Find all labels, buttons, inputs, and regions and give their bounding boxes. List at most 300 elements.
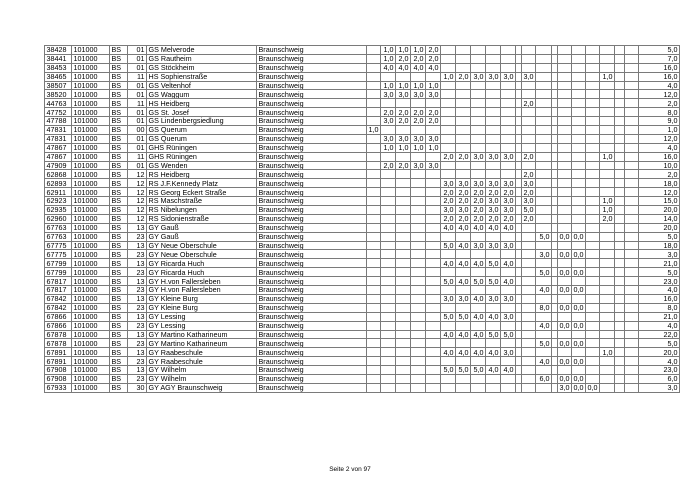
value-cell-20	[625, 214, 639, 223]
district-code-cell: 101000	[72, 161, 110, 170]
school-type-code-cell: 13	[128, 330, 147, 339]
value-cell-18	[600, 330, 615, 339]
total-cell: 5,0	[639, 339, 680, 348]
value-cell-12: 2,0	[523, 187, 534, 197]
table-row	[45, 117, 680, 126]
value-cell-12	[522, 268, 536, 277]
school-type-code-cell: 12	[128, 206, 147, 215]
value-cell-19	[615, 223, 625, 232]
value-cell-3: 1,0	[396, 143, 411, 152]
city-cell: Braunschweig	[257, 330, 367, 339]
value-cell-10: 4,0	[501, 223, 516, 232]
school-number-cell: 38507	[45, 81, 72, 90]
value-cell-6	[441, 90, 456, 99]
city-cell: Braunschweig	[257, 46, 367, 55]
district-code-cell: 101000	[72, 294, 110, 303]
district-abbr-cell: BS	[110, 259, 128, 268]
value-cell-8: 5,0	[471, 277, 486, 286]
value-cell-8	[471, 134, 486, 143]
value-cell-13	[536, 63, 552, 72]
district-abbr-cell: BS	[110, 374, 128, 383]
value-cell-7	[456, 54, 471, 63]
value-cell-10	[501, 143, 516, 152]
value-cell-2	[381, 259, 396, 268]
value-cell-20	[625, 72, 639, 81]
city-cell: Braunschweig	[257, 170, 367, 179]
value-cell-16	[572, 99, 586, 108]
value-cell-15	[558, 348, 572, 357]
value-cell-17: 0,0	[587, 383, 598, 393]
value-cell-6	[441, 303, 456, 312]
value-cell-8	[471, 250, 486, 259]
value-cell-1	[367, 312, 381, 321]
value-cell-17	[586, 214, 600, 223]
value-cell-6	[441, 286, 456, 295]
value-cell-19	[615, 277, 625, 286]
value-cell-1	[367, 197, 381, 206]
total-cell: 21,0	[639, 312, 680, 321]
value-cell-2	[381, 250, 396, 259]
value-cell-2	[381, 366, 396, 375]
value-cell-9	[486, 108, 501, 117]
value-cell-2	[381, 126, 396, 135]
value-cell-17	[586, 241, 600, 250]
value-cell-4	[411, 188, 426, 197]
value-cell-3: 2,0	[396, 108, 411, 117]
value-cell-4	[411, 383, 426, 392]
value-cell-2: 1,0	[381, 46, 396, 55]
value-cell-16: 0,0	[573, 267, 584, 277]
value-cell-10	[501, 46, 516, 55]
value-cell-1	[367, 179, 381, 188]
value-cell-8	[471, 126, 486, 135]
school-type-code-cell: 23	[128, 374, 147, 383]
value-cell-12	[522, 126, 536, 135]
value-cell-9	[486, 81, 501, 90]
value-cell-10: 3,0	[501, 241, 516, 250]
school-statistics-table	[44, 45, 680, 393]
value-cell-9	[486, 126, 501, 135]
value-cell-15: 0,0	[559, 232, 570, 242]
school-number-cell: 38465	[45, 72, 72, 81]
value-cell-15	[558, 179, 572, 188]
district-abbr-cell: BS	[110, 126, 128, 135]
district-code-cell: 101000	[72, 170, 110, 179]
value-cell-20	[625, 54, 639, 63]
city-cell: Braunschweig	[257, 294, 367, 303]
school-name-cell: GY Neue Oberschule	[147, 241, 257, 250]
value-cell-20	[625, 303, 639, 312]
value-cell-20	[625, 108, 639, 117]
value-cell-10: 3,0	[501, 348, 516, 357]
value-cell-6	[441, 161, 456, 170]
value-cell-13	[536, 152, 552, 161]
value-cell-5	[426, 179, 441, 188]
value-cell-15	[558, 259, 572, 268]
value-cell-4	[411, 179, 426, 188]
district-abbr-cell: BS	[110, 197, 128, 206]
city-cell: Braunschweig	[257, 99, 367, 108]
value-cell-8	[471, 90, 486, 99]
value-cell-2	[381, 232, 396, 241]
district-code-cell: 101000	[72, 188, 110, 197]
school-name-cell: GS Veltenhof	[147, 81, 257, 90]
value-cell-16: 0,0	[573, 303, 584, 313]
total-cell: 5,0	[639, 268, 680, 277]
school-number-cell: 67763	[45, 223, 72, 232]
value-cell-4	[411, 223, 426, 232]
value-cell-18	[600, 223, 615, 232]
school-name-cell: RS Heidberg	[147, 170, 257, 179]
value-cell-6	[441, 81, 456, 90]
value-cell-9: 2,0	[486, 188, 501, 197]
school-type-code-cell: 23	[128, 357, 147, 366]
value-cell-4: 2,0	[411, 117, 426, 126]
value-cell-8	[471, 321, 486, 330]
value-cell-8	[471, 99, 486, 108]
school-name-cell: GY Lessing	[147, 312, 257, 321]
value-cell-9	[486, 374, 501, 383]
value-cell-17	[586, 99, 600, 108]
district-abbr-cell: BS	[110, 81, 128, 90]
value-cell-10	[501, 170, 516, 179]
value-cell-15	[558, 214, 572, 223]
value-cell-10	[501, 90, 516, 99]
city-cell: Braunschweig	[257, 126, 367, 135]
value-cell-1	[367, 63, 381, 72]
value-cell-19	[615, 357, 625, 366]
value-cell-7: 2,0	[456, 72, 471, 81]
school-name-cell: RS J.F.Kennedy Platz	[147, 179, 257, 188]
value-cell-9	[486, 90, 501, 99]
value-cell-20	[625, 312, 639, 321]
total-cell: 4,0	[639, 321, 680, 330]
city-cell: Braunschweig	[257, 223, 367, 232]
table-row	[45, 152, 680, 161]
value-cell-1	[367, 303, 381, 312]
school-name-cell: GY Wilhelm	[147, 374, 257, 383]
value-cell-20	[625, 126, 639, 135]
value-cell-19	[615, 152, 625, 161]
value-cell-18: 1,0	[600, 197, 615, 206]
value-cell-5	[426, 250, 441, 259]
city-cell: Braunschweig	[257, 250, 367, 259]
value-cell-10	[501, 117, 516, 126]
value-cell-16: 0,0	[573, 285, 584, 295]
value-cell-1	[367, 143, 381, 152]
district-abbr-cell: BS	[110, 134, 128, 143]
value-cell-4	[411, 268, 426, 277]
school-number-cell: 67842	[45, 294, 72, 303]
value-cell-9	[486, 46, 501, 55]
value-cell-10	[501, 286, 516, 295]
total-cell: 16,0	[639, 294, 680, 303]
value-cell-20	[625, 206, 639, 215]
value-cell-18	[600, 188, 615, 197]
value-cell-2: 1,0	[381, 143, 396, 152]
total-cell: 9,0	[639, 117, 680, 126]
total-cell: 5,0	[639, 232, 680, 241]
district-abbr-cell: BS	[110, 63, 128, 72]
value-cell-12	[522, 259, 536, 268]
school-type-code-cell: 01	[128, 90, 147, 99]
value-cell-12	[522, 108, 536, 117]
total-cell: 5,0	[639, 46, 680, 55]
value-cell-19	[615, 321, 625, 330]
value-cell-8	[471, 81, 486, 90]
district-code-cell: 101000	[72, 339, 110, 348]
district-code-cell: 101000	[72, 259, 110, 268]
district-code-cell: 101000	[72, 268, 110, 277]
school-type-code-cell: 01	[128, 117, 147, 126]
value-cell-13: 4,0	[536, 357, 552, 366]
value-cell-9: 4,0	[486, 348, 501, 357]
value-cell-2	[381, 206, 396, 215]
value-cell-8	[471, 339, 486, 348]
value-cell-2	[381, 383, 396, 392]
value-cell-4	[411, 348, 426, 357]
district-abbr-cell: BS	[110, 366, 128, 375]
value-cell-6: 2,0	[441, 152, 456, 161]
district-abbr-cell: BS	[110, 321, 128, 330]
value-cell-20	[625, 188, 639, 197]
value-cell-17	[586, 108, 600, 117]
value-cell-20	[625, 357, 639, 366]
value-cell-13	[536, 223, 552, 232]
value-cell-18	[600, 46, 615, 55]
value-cell-15	[558, 206, 572, 215]
school-number-cell: 67908	[45, 374, 72, 383]
school-number-cell: 47831	[45, 126, 72, 135]
value-cell-6	[441, 108, 456, 117]
value-cell-3	[396, 357, 411, 366]
value-cell-2: 3,0	[381, 134, 396, 143]
value-cell-1	[367, 90, 381, 99]
value-cell-5	[426, 348, 441, 357]
value-cell-20	[625, 152, 639, 161]
value-cell-15: 3,0	[559, 383, 570, 393]
value-cell-7	[456, 143, 471, 152]
value-cell-18	[600, 108, 615, 117]
value-cell-6: 4,0	[441, 330, 456, 339]
school-name-cell: GY Martino Katharineum	[147, 339, 257, 348]
city-cell: Braunschweig	[257, 348, 367, 357]
value-cell-12	[522, 232, 536, 241]
value-cell-9	[486, 321, 501, 330]
district-code-cell: 101000	[72, 366, 110, 375]
value-cell-9: 3,0	[486, 197, 501, 206]
value-cell-8: 4,0	[471, 330, 486, 339]
district-code-cell: 101000	[72, 286, 110, 295]
value-cell-19	[615, 286, 625, 295]
school-type-code-cell: 12	[128, 170, 147, 179]
value-cell-19	[615, 294, 625, 303]
value-cell-9	[486, 268, 501, 277]
value-cell-3	[396, 241, 411, 250]
value-cell-2	[381, 152, 396, 161]
value-cell-2	[381, 99, 396, 108]
school-type-code-cell: 01	[128, 63, 147, 72]
district-code-cell: 101000	[72, 143, 110, 152]
school-name-cell: GS Rautheim	[147, 54, 257, 63]
value-cell-13: 3,0	[536, 250, 552, 259]
district-abbr-cell: BS	[110, 339, 128, 348]
school-name-cell: GS Waggum	[147, 90, 257, 99]
value-cell-7: 5,0	[456, 366, 471, 375]
value-cell-13	[536, 117, 552, 126]
value-cell-7	[456, 374, 471, 383]
value-cell-2	[381, 241, 396, 250]
value-cell-5	[426, 259, 441, 268]
school-number-cell: 38453	[45, 63, 72, 72]
value-cell-2	[381, 312, 396, 321]
value-cell-4	[411, 357, 426, 366]
school-name-cell: GY AGY Braunschweig	[147, 383, 257, 392]
value-cell-15	[558, 46, 572, 55]
value-cell-7: 2,0	[456, 214, 471, 223]
value-cell-12	[522, 223, 536, 232]
value-cell-12	[522, 321, 536, 330]
district-code-cell: 101000	[72, 214, 110, 223]
city-cell: Braunschweig	[257, 179, 367, 188]
value-cell-16	[572, 54, 586, 63]
value-cell-19	[615, 188, 625, 197]
value-cell-2	[381, 374, 396, 383]
school-name-cell: GY Wilhelm	[147, 366, 257, 375]
value-cell-15	[558, 90, 572, 99]
school-type-code-cell: 01	[128, 143, 147, 152]
value-cell-15	[558, 143, 572, 152]
value-cell-19	[615, 63, 625, 72]
value-cell-2: 3,0	[381, 90, 396, 99]
table-row	[45, 259, 680, 268]
value-cell-16	[572, 312, 586, 321]
value-cell-1	[367, 134, 381, 143]
district-abbr-cell: BS	[110, 268, 128, 277]
school-name-cell: HS Sophienstraße	[147, 72, 257, 81]
value-cell-16	[572, 241, 586, 250]
table-row	[45, 63, 680, 72]
value-cell-2	[381, 286, 396, 295]
value-cell-19	[615, 90, 625, 99]
value-cell-18	[600, 259, 615, 268]
value-cell-5	[426, 321, 441, 330]
value-cell-9	[486, 134, 501, 143]
value-cell-5: 2,0	[426, 54, 441, 63]
school-number-cell: 67775	[45, 250, 72, 259]
value-cell-5	[426, 286, 441, 295]
value-cell-3: 1,0	[396, 46, 411, 55]
value-cell-6	[441, 268, 456, 277]
school-number-cell: 67817	[45, 277, 72, 286]
value-cell-7: 5,0	[456, 312, 471, 321]
value-cell-17	[586, 259, 600, 268]
table-row	[45, 143, 680, 152]
value-cell-13	[536, 330, 552, 339]
value-cell-6	[441, 374, 456, 383]
value-cell-4	[411, 259, 426, 268]
district-code-cell: 101000	[72, 206, 110, 215]
school-type-code-cell: 13	[128, 348, 147, 357]
value-cell-9: 5,0	[486, 330, 501, 339]
value-cell-16	[572, 170, 586, 179]
value-cell-16	[572, 134, 586, 143]
value-cell-12: 2,0	[523, 169, 534, 179]
city-cell: Braunschweig	[257, 161, 367, 170]
value-cell-18: 1,0	[600, 72, 615, 81]
table-row	[45, 277, 680, 286]
value-cell-9: 5,0	[486, 277, 501, 286]
value-cell-20	[625, 366, 639, 375]
school-type-code-cell: 30	[128, 383, 147, 392]
district-abbr-cell: BS	[110, 277, 128, 286]
value-cell-7: 4,0	[456, 330, 471, 339]
total-cell: 3,0	[639, 383, 680, 392]
value-cell-9: 4,0	[486, 223, 501, 232]
value-cell-15	[558, 72, 572, 81]
value-cell-5	[426, 188, 441, 197]
city-cell: Braunschweig	[257, 134, 367, 143]
value-cell-15: 0,0	[559, 356, 570, 366]
value-cell-15	[558, 99, 572, 108]
value-cell-4	[411, 241, 426, 250]
value-cell-6: 2,0	[441, 214, 456, 223]
school-type-code-cell: 01	[128, 54, 147, 63]
value-cell-10: 3,0	[501, 312, 516, 321]
value-cell-19	[615, 161, 625, 170]
value-cell-12	[522, 241, 536, 250]
value-cell-3	[396, 294, 411, 303]
value-cell-12	[522, 143, 536, 152]
value-cell-8	[471, 108, 486, 117]
value-cell-3	[396, 321, 411, 330]
district-abbr-cell: BS	[110, 232, 128, 241]
school-type-code-cell: 12	[128, 214, 147, 223]
school-number-cell: 47867	[45, 152, 72, 161]
value-cell-13	[536, 126, 552, 135]
value-cell-17	[586, 206, 600, 215]
district-abbr-cell: BS	[110, 330, 128, 339]
value-cell-1	[367, 241, 381, 250]
value-cell-13: 6,0	[536, 374, 552, 383]
school-name-cell: GY Ricarda Huch	[147, 268, 257, 277]
value-cell-3: 1,0	[396, 81, 411, 90]
value-cell-12	[522, 277, 536, 286]
value-cell-15	[558, 223, 572, 232]
value-cell-6	[441, 126, 456, 135]
value-cell-13	[536, 143, 552, 152]
value-cell-3	[396, 259, 411, 268]
value-cell-10: 3,0	[501, 72, 516, 81]
total-cell: 2,0	[639, 99, 680, 108]
value-cell-5	[426, 214, 441, 223]
value-cell-19	[615, 250, 625, 259]
value-cell-19	[615, 99, 625, 108]
total-cell: 20,0	[639, 348, 680, 357]
value-cell-16: 0,0	[573, 356, 584, 366]
total-cell: 23,0	[639, 277, 680, 286]
table-row	[45, 294, 680, 303]
school-number-cell: 47788	[45, 117, 72, 126]
value-cell-5	[426, 206, 441, 215]
school-type-code-cell: 11	[128, 152, 147, 161]
district-abbr-cell: BS	[110, 152, 128, 161]
value-cell-13	[536, 46, 552, 55]
value-cell-16	[572, 206, 586, 215]
school-type-code-cell: 12	[128, 197, 147, 206]
value-cell-19	[615, 330, 625, 339]
value-cell-1	[367, 81, 381, 90]
